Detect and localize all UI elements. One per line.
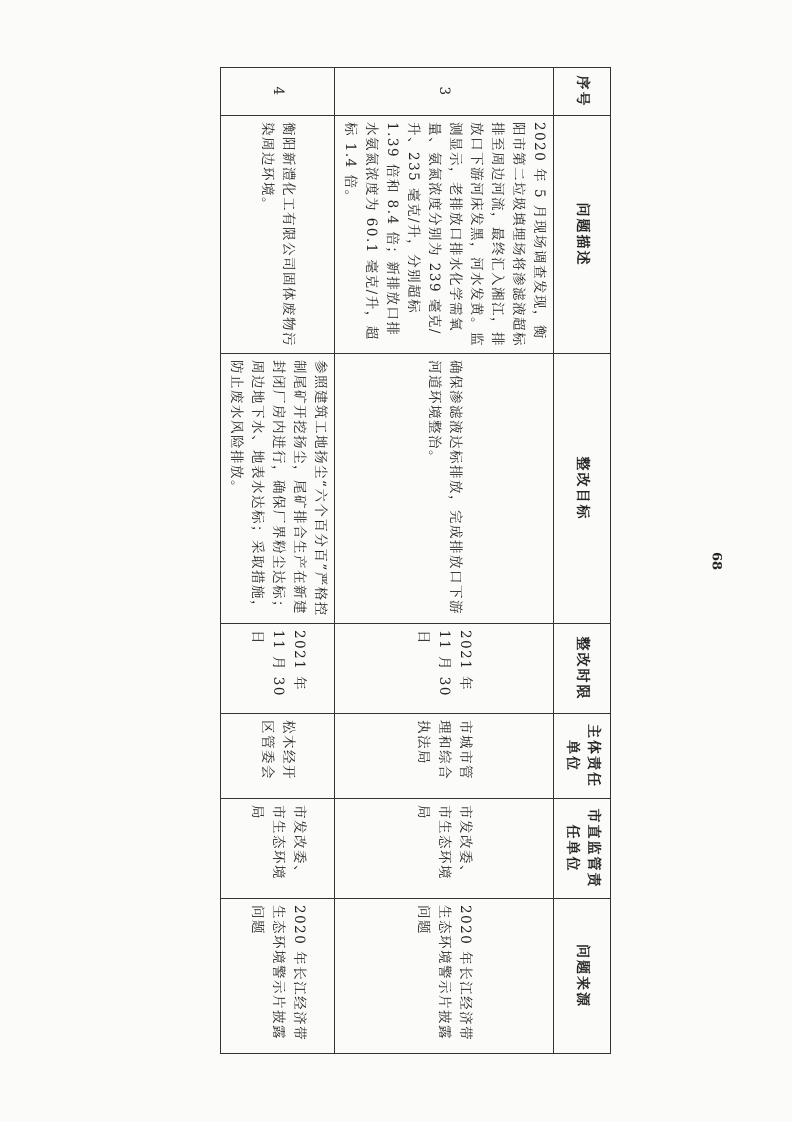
row-goal: 确保渗滤液达标排放，完成排放口下游河道环境整治。 [335,354,554,624]
row-deadline: 2021 年 11 月 30 日 [335,624,554,714]
row-description: 衡阳新澧化工有限公司固体废物污染周边环境。 [221,116,335,354]
table-row [221,68,335,1054]
row-supervisor: 市发改委、市生态环境局 [335,799,554,899]
header-deadline: 整改时限 [554,624,611,714]
row-deadline: 2021 年 11 月 30 日 [221,624,335,714]
row-source: 2020 年长江经济带生态环境警示片披露问题 [335,899,554,1054]
row-index: 3 [335,68,554,116]
row-supervisor: 市发改委、市生态环境局 [221,799,335,899]
table-row [335,68,554,1054]
page-number: 68 [708,551,724,571]
header-index: 序号 [554,68,611,116]
header-responsible: 主体责任单位 [554,714,611,799]
header-source: 问题来源 [554,899,611,1054]
row-responsible: 市城市管理和综合执法局 [335,714,554,799]
row-source: 2020 年长江经济带生态环境警示片披露问题 [221,899,335,1054]
row-description: 2020 年 5 月现场调查发现，衡阳市第二垃圾填埋场将渗滤液超标排至周边河流，最终汇入湘江，排放口下游河床发黑，河水发黄。监测显示，老排放口排水化学需氧量、氨氮浓度分别为 239 毫克/升、235 毫克/升，分别超标 1.39 倍和 8.4 倍；新排放口排水氨氮浓度为 60.1 毫克/升，超标 1.4 倍。 [335,116,554,354]
row-responsible: 松木经开区管委会 [221,714,335,799]
row-index: 4 [221,68,335,116]
row-goal: 参照建筑工地扬尘“六个百分百”严格控制尾矿开挖扬尘，尾矿排合生产在新建封闭厂房内进行，确保厂界粉尘达标；周边地下水、地表水达标；采取措施，防止废水风险排放。 [221,354,335,624]
header-supervisor: 市直监管责任单位 [554,799,611,899]
header-goal: 整改目标 [554,354,611,624]
rotated-table-container [228,67,611,1053]
rectification-table [220,67,611,1054]
header-description: 问题描述 [554,116,611,354]
table-header-row [554,68,611,1054]
